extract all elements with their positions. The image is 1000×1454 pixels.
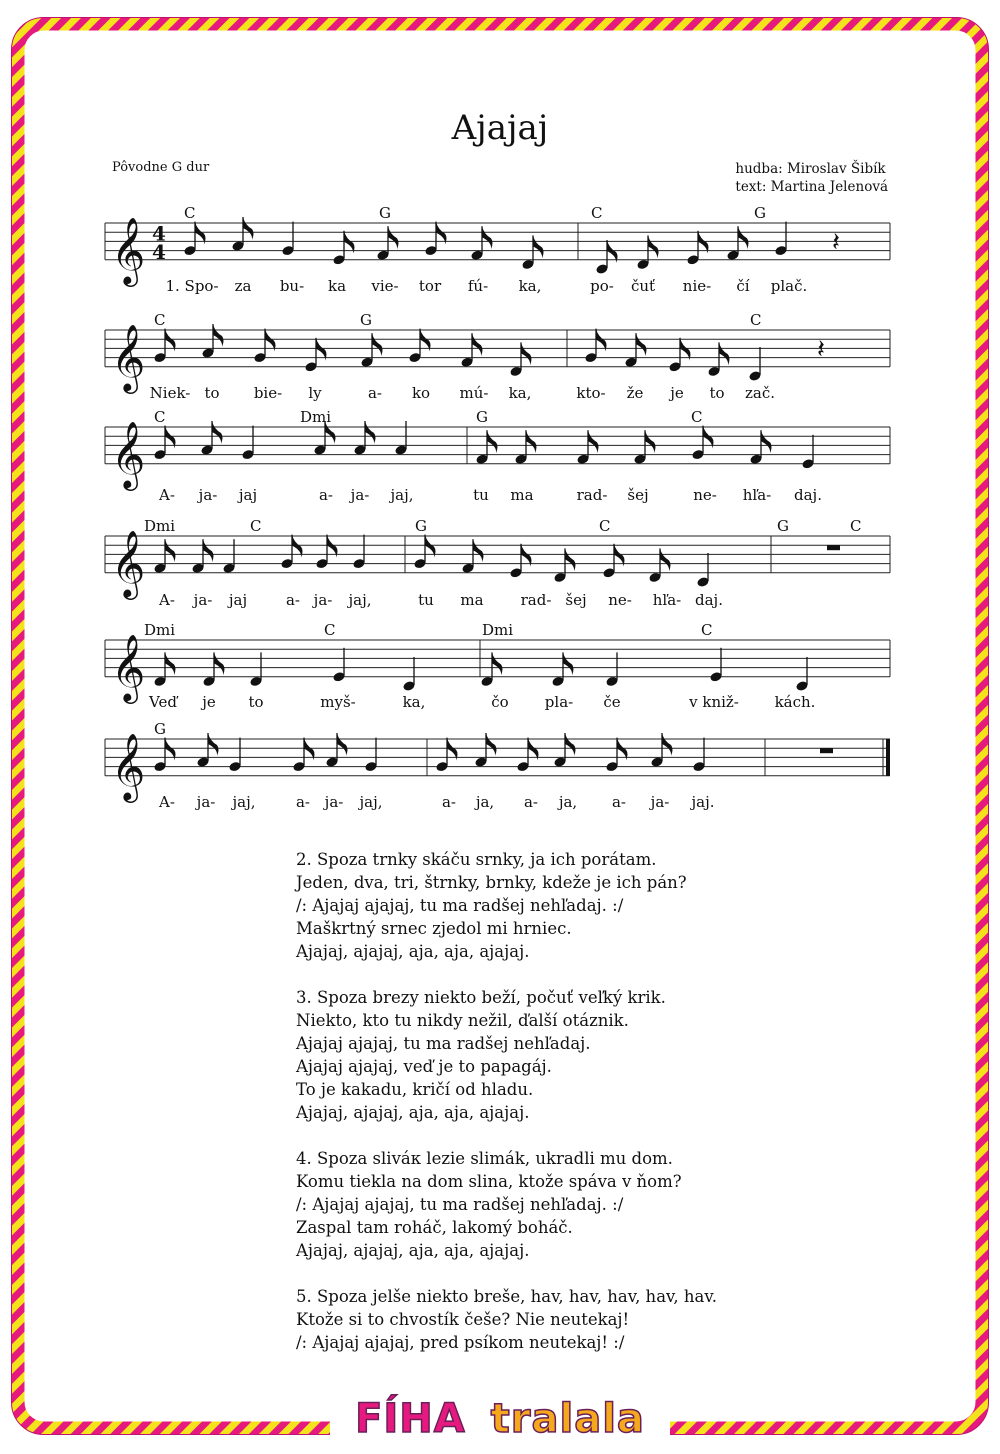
treble-clef-icon: 𝄞 [111, 215, 146, 284]
note [249, 652, 262, 687]
chord: G [360, 311, 372, 329]
note [516, 738, 538, 773]
lyric-syllable: ne- [693, 486, 717, 504]
note-flag [208, 733, 219, 756]
lyric-syllable: plač. [770, 277, 808, 295]
note [474, 733, 496, 768]
treble-clef-icon: 𝄞 [111, 632, 146, 701]
note [624, 333, 646, 368]
note [253, 329, 275, 364]
verse-line: Jeden, dva, tri, štrnky, brnky, kdeže je ich pán? [296, 873, 687, 892]
lyric-syllable: myš- [320, 693, 356, 711]
verse-line: 5. Spoza jelše niekto breše, hav, hav, hav, hav, hav. [296, 1287, 717, 1306]
note-flag [565, 548, 576, 571]
lyric-syllable: ja- [650, 793, 670, 811]
note [696, 553, 709, 588]
chord: C [184, 204, 196, 222]
whole-rest [820, 748, 833, 753]
treble-clef-icon: 𝄞 [111, 731, 146, 800]
note [325, 733, 347, 768]
lyric-syllable: v kniž- [689, 693, 739, 711]
note [281, 222, 294, 257]
music-credit: hudba: Miroslav Šibík [735, 161, 886, 177]
staff-2 [105, 307, 895, 397]
lyric-syllable: A- [159, 793, 175, 811]
chord: Dmi [482, 621, 514, 639]
note-flag [243, 217, 254, 240]
chord: C [691, 408, 703, 426]
verse-line: Zaspal tam roháč, lakomý boháč. [296, 1218, 573, 1237]
lyric-syllable: čo [491, 693, 509, 711]
note [313, 421, 335, 456]
note [353, 421, 375, 456]
note-flag [645, 430, 656, 453]
four-four-time-icon: 4 [152, 221, 166, 246]
lyric-syllable: tu [418, 591, 434, 609]
note-flag [492, 652, 503, 675]
note [602, 544, 624, 579]
lyric-syllable: ja- [324, 793, 344, 811]
chord: C [250, 517, 262, 535]
note-flag [337, 733, 348, 756]
lyric-syllable: šej [565, 591, 587, 609]
verse-line: /: Ajajaj ajajaj, tu ma radšej nehľadaj. :/ [296, 1195, 624, 1214]
lyric-syllable: a- [295, 793, 311, 811]
note [509, 544, 531, 579]
lyric-syllable: ka, [508, 384, 532, 402]
lyric-syllable: ka, [518, 277, 542, 295]
lyric-syllable: jaj, [232, 793, 256, 811]
note [153, 539, 175, 574]
lyric-syllable: je [670, 384, 684, 402]
note [364, 738, 377, 773]
note [153, 329, 175, 364]
verse-line: 3. Spoza brezy niekto beží, počuť veľký krik. [296, 988, 666, 1007]
note [795, 657, 808, 692]
lyric-syllable: ja- [313, 591, 333, 609]
chord: G [777, 517, 789, 535]
verse-5 [296, 1285, 717, 1354]
note-flag [662, 733, 673, 756]
chord: G [754, 204, 766, 222]
lyric-syllable: daj. [794, 486, 822, 504]
chord: Dmi [300, 408, 332, 426]
note [200, 421, 222, 456]
lyric-syllable: a- [367, 384, 383, 402]
verse-line: 2. Spoza trnky skáču srnky, ja ich porátam. [296, 850, 657, 869]
lyric-syllable: a- [441, 793, 457, 811]
lyric-syllable: po- [590, 277, 614, 295]
lyric-syllable: to [709, 384, 725, 402]
note [648, 548, 670, 583]
logo-word-fiha: FÍHA [355, 1396, 466, 1442]
note-flag [472, 333, 483, 356]
note [461, 539, 483, 574]
music-system-5 [105, 617, 895, 711]
treble-clef-icon: 𝄞 [111, 528, 146, 597]
note [595, 240, 617, 275]
note [636, 235, 658, 270]
note-flag [526, 430, 537, 453]
lyric-syllable: daj. [695, 591, 723, 609]
staff-3 [105, 404, 895, 494]
note-flag [482, 226, 493, 249]
note [460, 333, 482, 368]
note [551, 652, 573, 687]
note [196, 733, 218, 768]
note [475, 430, 497, 465]
lyric-syllable: kách. [774, 693, 816, 711]
lyric-syllable: bu- [279, 277, 305, 295]
note [201, 324, 223, 359]
chord: C [850, 517, 862, 535]
lyric-syllable: ja- [198, 486, 218, 504]
note [280, 535, 302, 570]
note [686, 231, 708, 266]
verse-line: Niekto, kto tu nikdy nežil, ďalší otáznik. [296, 1011, 629, 1030]
music-system-3 [105, 404, 895, 504]
note [424, 222, 446, 257]
note-flag [213, 324, 224, 347]
lyric-syllable: a- [611, 793, 627, 811]
verse-line: Maškrtný srnec zjedol mi hrniec. [296, 919, 572, 938]
note-flag [521, 342, 532, 365]
note-flag [761, 430, 772, 453]
verse-line: /: Ajajaj ajajaj, pred psíkom neutekaj! :/ [296, 1333, 625, 1352]
music-system-2 [105, 307, 895, 402]
lyric-syllable: Niek- [149, 384, 191, 402]
verses [296, 848, 717, 1377]
lyric-syllable: ne- [608, 591, 632, 609]
note-flag [203, 539, 214, 562]
lyric-syllable: jaj, [359, 793, 383, 811]
note [222, 539, 235, 574]
chord: C [591, 204, 603, 222]
note [394, 421, 407, 456]
final-barline [886, 739, 890, 776]
lyric-syllable: jaj, [390, 486, 414, 504]
lyric-syllable: ko [411, 384, 431, 402]
note-flag [214, 652, 225, 675]
lyric-syllable: vie- [371, 277, 399, 295]
note [709, 648, 722, 683]
lyric-syllable: bie- [253, 384, 283, 402]
music-system-1 [105, 200, 895, 295]
lyric-syllable: šej [627, 486, 649, 504]
chord: G [154, 720, 166, 738]
lyric-syllable: to [204, 384, 220, 402]
note [576, 430, 598, 465]
lyric-syllable: a- [285, 591, 301, 609]
note [605, 738, 627, 773]
music-system-6 [105, 716, 895, 811]
note-flag [660, 548, 671, 571]
note-flag [365, 421, 376, 444]
chord: Dmi [144, 621, 176, 639]
staff-6 [105, 716, 895, 806]
four-four-time-icon: 4 [152, 239, 166, 264]
lyric-syllable: jaj. [691, 793, 715, 811]
verse-line: /: Ajajaj ajajaj, tu ma radšej nehľadaj. :/ [296, 896, 624, 915]
chord: C [701, 621, 713, 639]
treble-clef-icon: 𝄞 [111, 419, 146, 488]
lyric-syllable: tu [473, 486, 489, 504]
verse-3 [296, 986, 717, 1124]
chord: C [599, 517, 611, 535]
note [650, 733, 672, 768]
lyric-syllable: je [202, 693, 216, 711]
verse-line: Ajajaj ajajaj, tu ma radšej nehľadaj. [296, 1034, 591, 1053]
note [228, 738, 241, 773]
lyric-syllable: a- [523, 793, 539, 811]
lyric-syllable: rad- [576, 486, 608, 504]
fiha-tralala-logo [330, 1390, 670, 1454]
note-flag [486, 733, 497, 756]
lyric-syllable: nie- [682, 277, 712, 295]
verse-line: Ajajaj, ajajaj, aja, aja, ajajaj. [296, 1103, 530, 1122]
note [292, 738, 314, 773]
note [408, 329, 430, 364]
note [691, 426, 713, 461]
lyric-syllable: ma [510, 486, 534, 504]
lyric-syllable: kto- [576, 384, 606, 402]
verse-line: Komu tiekla na dom slina, ktože spáva v ňom? [296, 1172, 682, 1191]
credits [735, 160, 888, 196]
lyric-syllable: fú- [467, 277, 489, 295]
note-flag [165, 539, 176, 562]
verse-4 [296, 1147, 717, 1262]
note-flag [563, 652, 574, 675]
note [470, 226, 492, 261]
chord: C [154, 311, 166, 329]
lyric-syllable: jaj, [348, 591, 372, 609]
text-credit: text: Martina Jelenová [735, 179, 888, 195]
note [514, 430, 536, 465]
lyric-syllable: A- [159, 486, 175, 504]
note [202, 652, 224, 687]
note [584, 329, 606, 364]
quarter-rest: 𝄽 [832, 227, 840, 258]
verse-line: Ktože si to chvostík češe? Nie neutekaj! [296, 1310, 630, 1329]
note [376, 226, 398, 261]
note [191, 539, 213, 574]
note [360, 333, 382, 368]
verse-2 [296, 848, 717, 963]
chord: C [750, 311, 762, 329]
note-flag [648, 235, 659, 258]
note-flag [487, 430, 498, 453]
note-flag [388, 226, 399, 249]
lyric-syllable: ja, [558, 793, 578, 811]
note [509, 342, 531, 377]
lyric-syllable: čí [736, 277, 750, 295]
lyric-syllable: že [626, 384, 644, 402]
note-flag [212, 421, 223, 444]
lyric-syllable: 1. Spo- [165, 277, 219, 295]
note [521, 235, 543, 270]
note [774, 222, 787, 257]
verse-line: Ajajaj, ajajaj, aja, aja, ajajaj. [296, 1241, 530, 1260]
lyric-syllable: ja- [350, 486, 370, 504]
chord: G [379, 204, 391, 222]
lyric-syllable: to [248, 693, 264, 711]
music-system-4 [105, 513, 895, 609]
lyric-syllable: mú- [459, 384, 489, 402]
note [605, 652, 618, 687]
lyric-syllable: jaj [238, 486, 258, 504]
lyric-syllable: ja, [475, 793, 495, 811]
lyric-syllable: rad- [520, 591, 552, 609]
note [402, 657, 415, 692]
note [668, 338, 690, 373]
quarter-rest: 𝄽 [817, 334, 825, 365]
song-title: Ajajaj [451, 108, 549, 148]
lyric-syllable: hľa- [742, 486, 772, 504]
note [352, 535, 365, 570]
logo-word-tralala: tralala [490, 1396, 645, 1442]
note [304, 338, 326, 373]
note [413, 535, 435, 570]
note-flag [588, 430, 599, 453]
note [231, 217, 253, 252]
chord: C [324, 621, 336, 639]
whole-rest [827, 545, 840, 550]
chord: G [476, 408, 488, 426]
lyric-syllable: ly [308, 384, 322, 402]
note [748, 347, 761, 382]
verse-line: To je kakadu, kričí od hladu. [296, 1080, 534, 1099]
treble-clef-icon: 𝄞 [111, 322, 146, 391]
chord: C [154, 408, 166, 426]
note-flag [473, 539, 484, 562]
note [749, 430, 771, 465]
note [480, 652, 502, 687]
note [241, 426, 254, 461]
lyric-syllable: ka, [402, 693, 426, 711]
note [726, 226, 748, 261]
note [801, 435, 814, 470]
verse-line: Ajajaj ajajaj, veď je to papagáj. [296, 1057, 552, 1076]
note [183, 222, 205, 257]
note [435, 738, 457, 773]
original-key-note: Pôvodne G dur [112, 160, 210, 175]
note [553, 733, 575, 768]
verse-line: 4. Spoza sliváк lezie slimák, ukradli mu dom. [296, 1149, 673, 1168]
chord: G [415, 517, 427, 535]
lyric-syllable: ja- [193, 591, 213, 609]
lyric-syllable: hľa- [652, 591, 682, 609]
note-flag [372, 333, 383, 356]
note [332, 648, 345, 683]
note-flag [719, 342, 730, 365]
lyric-syllable: Veď [149, 693, 177, 711]
lyric-syllable: ja- [196, 793, 216, 811]
lyric-syllable: čuť [630, 277, 656, 295]
chord: Dmi [144, 517, 176, 535]
note-flag [565, 733, 576, 756]
lyric-syllable: pla- [544, 693, 574, 711]
lyric-syllable: ma [460, 591, 484, 609]
note [153, 738, 175, 773]
note [153, 426, 175, 461]
lyric-syllable: ka [327, 277, 347, 295]
note-flag [636, 333, 647, 356]
lyric-syllable: za [234, 277, 252, 295]
note [633, 430, 655, 465]
note [153, 652, 175, 687]
note [332, 231, 354, 266]
note [553, 548, 575, 583]
lyric-syllable: če [603, 693, 621, 711]
note-flag [533, 235, 544, 258]
note [707, 342, 729, 377]
lyric-syllable: A- [159, 591, 175, 609]
lyric-syllable: zač. [744, 384, 776, 402]
lyric-syllable: tor [418, 277, 442, 295]
note [315, 535, 337, 570]
lyric-syllable: jaj [228, 591, 248, 609]
verse-line: Ajajaj, ajajaj, aja, aja, ajajaj. [296, 942, 530, 961]
note-flag [165, 652, 176, 675]
lyric-syllable: a- [318, 486, 334, 504]
note [692, 738, 705, 773]
note-flag [738, 226, 749, 249]
